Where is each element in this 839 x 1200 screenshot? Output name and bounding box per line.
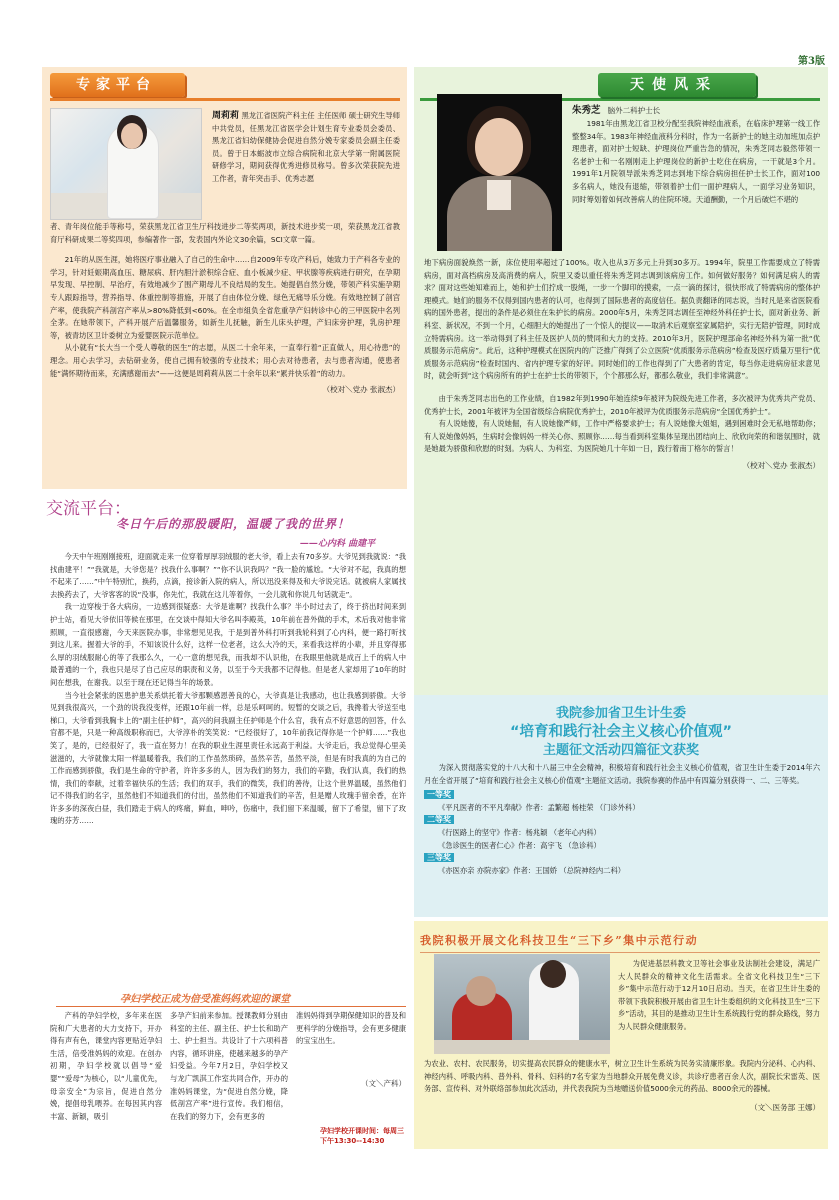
third-prize-badge: 三等奖 xyxy=(424,853,454,862)
angel-paragraph-3: 有人说她傻，有人说她倔，有人说她像严师，工作中严格要求护士；有人说她像大姐姐，遇到困难时会无私地帮助你；有人说她像妈妈，生病时会像妈妈一样关心你、照顾你……每当看到科室集体呈现出团结向上、欣欣向荣的和谐氛围时，就是她最为骄傲和欣慰的时刻。为病人、为科室、为医院她几十年如一日，践行着南丁格尔的誓言！ xyxy=(424,419,820,454)
exchange-platform-title: 交流平台： xyxy=(46,499,131,519)
contest-title-line-3: 主题征文活动四篇征文获奖 xyxy=(542,743,699,758)
pregnancy-column-1 xyxy=(50,1010,162,1123)
first-prize-entry: 《平凡医者的不平凡奉献》作者：孟繁超 杨桂荣 （门诊外科） xyxy=(438,802,640,812)
exchange-paragraph-1: 今天中午班刚刚接班，迎面就走来一位穿着厚厚羽绒服的老大爷，看上去有70多岁。大爷见到我就说：“我找曲建平！”“我就是，大爷您是？找我什么事啊？”“你不认识我吗？”我一脸的尴尬。“大爷对不起，我真的想不起来了……”中午特别忙，换药，点滴，接诊新入院的病人，所以迅没来得及和大爷说完话。就被病人家属找去换药去了，大爷客客的说“没事，你先忙，我就在这儿等着你，一会儿就和你说几句话就走”。 xyxy=(50,552,407,599)
pregnancy-column-3 xyxy=(296,1010,406,1089)
second-prize-badge: 二等奖 xyxy=(424,815,454,824)
expert-name: 周莉莉 xyxy=(212,111,240,121)
third-prize-entry: 《亦医亦亲 亦院亦家》作者：王国娇 （总院神经内二科） xyxy=(438,865,626,875)
contest-title-line-2: “培育和践行社会主义核心价值观” xyxy=(509,724,733,740)
angel-lead-paragraph: 1981年由黑龙江省卫校分配至我院神经血液系，在临床护理第一线工作整整34年。1983年神经血液科分科时，作为一名新护士的她主动加班加点护理患者，面对护士短缺、护理岗位严重告急的情况，朱秀芝同志毅然带领一名老护士和一名刚刚走上护理岗位的新护士吃住在病房，一干就是3个月。1991年1月院领导派朱秀芝同志到地下综合病房担任护士长工作，面对100多名病人，她没有退缩，带领着护士们一面护理病人，一面学习业务知识，同时筹划着如何改善病人的住院环境。天道酬勤，一个月后破烂不堪的 xyxy=(572,119,820,204)
pregnancy-class-schedule xyxy=(320,1126,404,1146)
angel-lead xyxy=(572,104,820,206)
expert-doctor-photo xyxy=(50,108,202,220)
expert-signature: （校对＼党办 张淑杰） xyxy=(322,385,400,395)
culture-side-paragraph: 为促进基层科教文卫等社会事业及法制社会建设，满足广大人民群众的精神文化生活需求。全省文化科技卫生“三下乡”集中示范行动于12月10日启动。当天，在省卫生计生委的带领下我院积极开展由省卫生计生委组织的文化科技卫生“三下乡”活动，其目的是推动卫生计生系统践行党的群众路线，努力为人民群众健康服务。 xyxy=(618,959,820,1031)
pregnancy-signature: （文＼产科） xyxy=(361,1078,406,1088)
culture-side-text xyxy=(618,958,820,1034)
culture-title-rule xyxy=(420,952,820,953)
page-number: 第3版 xyxy=(798,56,825,67)
exchange-article-body xyxy=(50,551,406,828)
contest-title-line-1: 我院参加省卫生计生委 xyxy=(555,706,686,721)
exchange-article-title: 冬日午后的那股暖阳，温暖了我的世界！ xyxy=(116,517,351,531)
contest-body xyxy=(424,762,820,877)
exchange-paragraph-2: 我一边穿梭于各大病房，一边感到很疑惑：大爷是谁啊？找我什么事？半小时过去了，终于挤出时间来到护士站，看见大爷依旧等候在那里，在交谈中得知大爷名叫李殿英，10年前在普外做的手术，术后我对他非常照顾，一直很感谢，今天来医院办事，非常想见见我，于是到普外科打听到我轮科到了心内科，便一路打听找到这儿来。握着大爷的手，不知该说什么好，这样一位老者，这么大冷的天，来看我这样的小辈，并且穿得那么厚的羽绒服耐心的等了我那么久，一心一意的想见我，而我却不认识他，在我眼里他就是成百上千的病人中最普通的一个，我也只是尽了自己应尽的职责和义务，以至于今天我都不记得他。但是老人家却用了10年的时间在想我，在谢我。以至于现在还记得当年的场景。 xyxy=(50,602,406,687)
angel-signature: （校对＼党办 张淑杰） xyxy=(742,460,820,470)
angel-name: 朱秀芝 xyxy=(572,105,601,116)
second-prize-entry-1: 《行医路上的坚守》作者：杨兆颖 （老年心内科） xyxy=(438,827,601,837)
culture-article-title: 我院积极开展文化科技卫生“三下乡”集中示范行动 xyxy=(420,934,699,947)
expert-bio-text: 黑龙江省医院产科主任 主任医师 硕士研究生导师 中共党员，任黑龙江省医学会计划生育专业委员会委员、黑龙江省妇幼保健协会促进自然分娩专家委员会副主任委员。曾于日本蛎波市立综合病院和北京大学第一附属医院研修学习，期间获得优秀进修员称号。曾多次荣获院先进工作者，青年突击手、优秀志愿 xyxy=(212,111,400,183)
expert-article xyxy=(50,221,400,395)
pregnancy-title-rule xyxy=(56,1006,406,1007)
expert-bio-lead xyxy=(212,110,400,186)
exchange-article-author: ——心内科 曲建平 xyxy=(300,539,376,549)
exchange-paragraph-3: 当今社会紧张的医患护患关系烘托着大爷那颗感恩善良的心，大爷真是让我感动，也让我感到骄傲。大爷见到我很高兴，一个劲的说我没变样，还跟10年前一样，总是乐呵呵的。短暂的交谈之后，我搀着大爷送至电梯口，大爷看到我胸卡上的“副主任护师”，高兴的问我副主任护师是个什么官，我有点不好意思的回答，什么官都不是，只是一种高级职称而已，大爷淳朴的笑笑说：“已经很好了，10年前我记得你是一个护师……”我也笑了，是的，已经很好了，我一直在努力！在我的职业生涯里责任永远高于利益。大爷走后，我总觉得心里美滋滋的，大爷就像太阳一样温暖着我，我们的工作虽然琐碎，虽然辛苦，虽然平淡，但是有时我真的为自己的工作而感到骄傲，我们是生命的守护者，许许多多的人，因为我们的努力，我们的辛勤，我们认真，我们的热情，我们的奉献，过着幸福快乐的生活；我们的双手，我们的微笑，我们的善待，让这个世界温暖，虽然他们记不得我们的名字，虽然他们不知道我们的付出，虽然他们不知道我们的辛苦，但是赠人玫瑰手留余香，在许许多多的深夜白昼，我们踏走于病人的疼痛，鲜血，呻吟，伤痛中，我们留下来温暖，留下了希望，留下了玫瑰的芬芳…… xyxy=(50,690,406,826)
free-clinic-photo xyxy=(434,954,610,1054)
angel-name-line xyxy=(572,104,820,118)
nurse-portrait-photo xyxy=(437,94,562,251)
culture-signature: （文＼医务部 王娜） xyxy=(750,1102,820,1112)
pregnancy-column-2 xyxy=(170,1010,288,1123)
angel-style-heading: 天使风采 xyxy=(598,73,756,97)
second-prize-entry-2: 《急诊医生的医者仁心》作者：高宇飞 （急诊科） xyxy=(438,840,601,850)
expert-paragraph-1: 21年的从医生涯，她将医疗事业融入了自己的生命中……自2009年专攻产科后，她致力于产科各专业的学习，针对妊娠期高血压、糖尿病、肝内胆汁淤积综合症、血小板减少症、甲状腺等疾病进行研究，在孕期早发现、早控制、早治疗，有效地减少了围产期母儿不良结局的发生。她提倡自然分娩，带领产科实施孕期专人跟踪指导，营养指导、体重控制等措施，开展了自由体位分娩、绿色无痛导乐分娩。有效地控制了剖宫产率，使我院产科剖宫产率从>80%降低到<60%。在全市組负全省危重孕产妇转诊中心的三甲医院中名列全茅。在她带领下，产科开展产后温馨服务，如新生儿抚触，新生儿床头护理，产妇床旁护理，乳房护理等，被青坊区卫计委树立为爱婴医院示范单位。 xyxy=(50,255,400,340)
pregnancy-col3-text: 准妈妈得到孕期保健知识的普及和更科学的分娩指导，会有更多健康的宝宝出生。 xyxy=(296,1011,406,1046)
culture-bottom-paragraph: 为农业、农村、农民服务，切实提高农民群众的健康水平，树立卫生计生系统为民务实清廉形象。我院内分泌科、心内科、神经内科、呼吸内科、普外科、骨科、妇科的7名专家为当地群众开展免费义诊，共诊疗患者百余人次，副院长宋雷英、医务部、宣传科、对外联络部参加此次活动，并代表我院为当地赠送价值5000余元的药品、8000余元的器械。 xyxy=(424,1059,820,1094)
angel-paragraph-2: 由于朱秀芝同志出色的工作业绩，自1982年到1990年她连续9年被评为院级先进工作者，多次被评为优秀共产党员、优秀护士长，2001年被评为全国省级综合病院优秀护士，2010年被评为优质服务示范病房“全国优秀护士”。 xyxy=(424,393,820,416)
contest-intro: 为深入贯彻落实党的十八大和十八届三中全会精神，积极培育和践行社会主义核心价值观，省卫生计生委于2014年六月在全省开展了“培育和践行社会主义核心价值观”主题征文活动。我院参赛的作品中有四篇分别获得一、二、三等奖。 xyxy=(424,763,820,785)
pregnancy-school-title: 孕妇学校正成为倍受准妈妈欢迎的课堂 xyxy=(120,994,290,1005)
pregnancy-col2-text: 多孕产妇前来参加。授课教师分别由科室的主任、副主任、护士长和助产士、护士担当。共设计了十六项科普内容，循环讲座，使越来越多的孕产妇受益。今年7月2日，孕妇学校又与龙广凯淇工作室共同合作，开办的准妈妈课堂，为“促进自然分娩，降低剖宫产率”进行宣传。我们相信，在我们的努力下，会有更多的 xyxy=(170,1011,288,1121)
expert-bio-continued: 者、青年岗位能手等称号，荣获黑龙江省卫生厅科技进步二等奖两项，新技术进步奖一项，荣获黑龙江省教育厅科研成果二等奖四项，参编著作一部，发表国内外论文30余篇，SCI文章一篇。 xyxy=(50,222,400,244)
expert-heading-rule xyxy=(50,98,400,101)
culture-bottom-text xyxy=(424,1058,820,1113)
angel-article-body xyxy=(424,257,820,471)
first-prize-badge: 一等奖 xyxy=(424,790,454,799)
pregnancy-col1-text: 产科的孕妇学校，多年来在医院和广大患者的大力支持下，开办得有声有色，课堂内容更贴近孕妇生活，倍受准妈妈的欢迎。在创办初期，孕妇学校就以倡导“爱婴”“爱母”为核心，以“儿童优先，母亲安全”为宗旨，促进自然分娩，提倡母乳喂养。在每因其内容丰富、新颖，吸引 xyxy=(50,1011,162,1121)
angel-role: 脑外二科护士长 xyxy=(607,106,661,115)
expert-paragraph-2: 从小就有“长大当一个受人尊敬的医生”的志愿，从医二十余年来，一直奉行着“正直做人，用心待患”的理念。用心去学习，去钻研业务，使自己拥有较强的专业技术；用心去对待患者，去与患者沟通，使患者能“满怀期待而来，充满感谢而去”——这便是周莉莉从医二十余年以来“累并快乐着”的动力。 xyxy=(50,343,400,378)
angel-paragraph-cont: 地下病房面貌焕然一新，床位使用率超过了100%。收入也从3万多元上升到30多万。1994年，院里工作需要成立了特需病房，面对高档病房及高消费的病人，院里又委以重任将朱秀芝同志调到该病房工作。如何做好服务？如何满足病人的需求？面对这些她知难而上，她和护士们拧成一股绳，一步一个脚印的摸索，一点一滴的探讨，很快形成了特需病房的整体护理模式。她们的服务不仅得到国内患者的认可，也得到了国际患者的高度信任。据负责翻译的同志说，当时凡是来省医院看病的国外患者，提出的条件是必须住在朱护长的病房。2000年5月，朱秀芝同志调任至神经外科任护士长，面对新业务、新科室、新状况，不到一个月，心细胆大的她提出了一个惊人的提议——取消术后观察室家属陪护，实行无陪护管理，同时成立特需病房。这一举动得到了科主任及医护人员的赞同和大力的支持。2010年3月，医院护理部命名神经外科为第一批“优质服务示范病房”。此后，这种护理模式在医院内的广泛推广得到了公立医院“优质服务示范病房”检查及医疗质量万里行“优质服务示范病房”检查时国内、省内护理专家的好评。同时她们的工作也得到了广大患者的肯定，每当你走进病房征求意见时，就会听到“这个病房所有的护士在护士长的带领下，个个都那么好，都那么敬业，我们非常满意”。 xyxy=(424,258,820,381)
expert-platform-heading: 专家平台 xyxy=(50,73,185,97)
schedule-line-2: 下午13:30--14:30 xyxy=(320,1137,385,1145)
schedule-line-1: 孕妇学校开课时间：每周三 xyxy=(320,1127,404,1135)
